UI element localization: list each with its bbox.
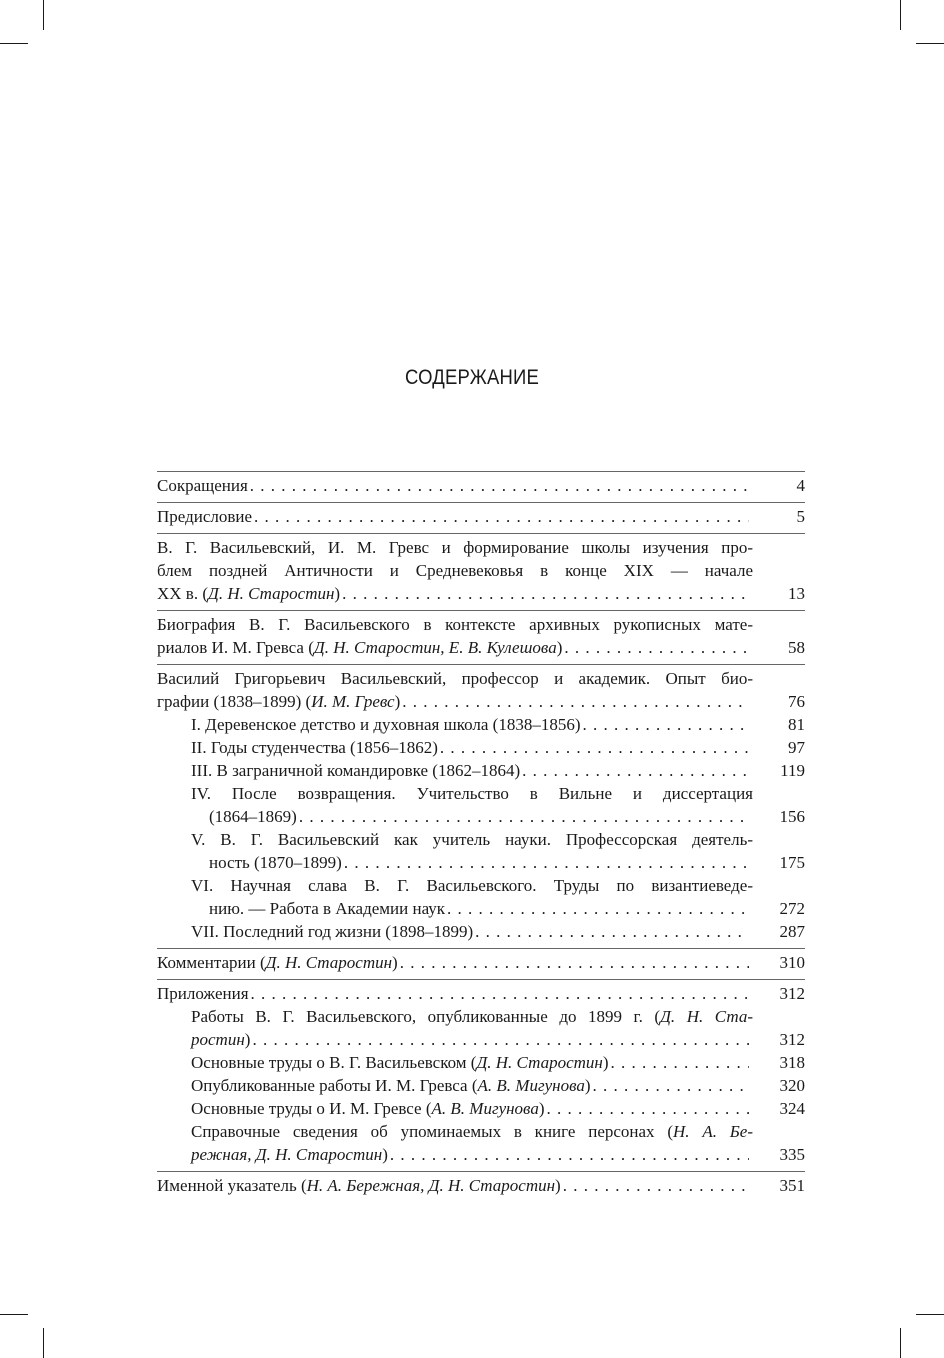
toc-author: режная, Д. Н. Старостин <box>191 1145 383 1164</box>
toc-author: Д. Н. Ста- <box>660 1007 753 1026</box>
dot-leader <box>252 1028 749 1051</box>
dot-leader <box>611 1051 749 1074</box>
toc-page-number: 318 <box>779 1053 805 1072</box>
toc-entry-title-line: Василий Григорьевич Васильевский, профессор и академик. Опыт био- <box>157 669 753 688</box>
dot-leader <box>299 805 749 828</box>
toc-page-number: 97 <box>788 738 805 757</box>
dot-leader <box>583 713 750 736</box>
toc-entry-abbreviations[interactable] <box>157 471 805 503</box>
toc-subentry-title-line: Работы В. Г. Васильевского, опубликованные до 1899 г. (Д. Н. Ста- <box>191 1007 753 1026</box>
toc-subentry-title-line: ность (1870–1899) <box>209 853 342 872</box>
crop-mark <box>900 0 901 30</box>
toc-page-number: 312 <box>779 984 805 1003</box>
crop-mark <box>43 1328 44 1358</box>
toc-page-number: 4 <box>796 476 805 495</box>
toc-subentry[interactable] <box>157 920 805 943</box>
toc-page-number: 156 <box>779 807 805 826</box>
toc-page-number: 324 <box>779 1099 805 1118</box>
toc-page-number: 58 <box>788 638 805 657</box>
toc-subentry[interactable] <box>157 828 805 874</box>
toc-entry-title: Приложения <box>157 984 249 1003</box>
toc-entry-appendix[interactable] <box>157 980 805 1172</box>
toc-entry-title-line: графии (1838–1899) (И. М. Гревс) <box>157 692 401 711</box>
toc-subentry-title-line: Справочные сведения об упоминаемых в книге персонах (Н. А. Бе- <box>191 1122 753 1141</box>
dot-leader <box>390 1143 749 1166</box>
table-of-contents <box>157 471 805 1202</box>
toc-subentry[interactable] <box>157 759 805 782</box>
dot-leader <box>254 505 749 528</box>
toc-subentry-title-line: нию. — Работа в Академии наук <box>209 899 446 918</box>
dot-leader <box>250 474 749 497</box>
toc-author: Д. Н. Старостин <box>476 1053 603 1072</box>
toc-entry-comments[interactable] <box>157 949 805 980</box>
toc-page-number: 351 <box>779 1176 805 1195</box>
crop-mark <box>916 1314 944 1315</box>
toc-entry-title: Сокращения <box>157 476 248 495</box>
toc-entry-title-line: XX в. (Д. Н. Старостин) <box>157 584 341 603</box>
toc-subentry-title: Опубликованные работы И. М. Гревса (А. В. Мигунова) <box>191 1076 591 1095</box>
crop-mark <box>0 1314 28 1315</box>
dot-leader <box>564 636 749 659</box>
toc-entry-title-line: В. Г. Васильевский, И. М. Гревс и формирование школы изучения про- <box>157 538 753 557</box>
toc-subentry-title: II. Годы студенчества (1856–1862) <box>191 738 438 757</box>
crop-mark <box>0 43 28 44</box>
toc-author: Н. А. Бе- <box>673 1122 753 1141</box>
toc-author: А. В. Мигунова <box>431 1099 539 1118</box>
toc-entry-preface[interactable] <box>157 503 805 534</box>
toc-entry-title: Предисловие <box>157 507 253 526</box>
toc-author: И. М. Гревс <box>311 692 395 711</box>
dot-leader <box>447 897 749 920</box>
toc-author: А. В. Мигунова <box>477 1076 585 1095</box>
toc-page-number: 312 <box>779 1030 805 1049</box>
toc-entry-vasilievsky[interactable] <box>157 665 805 949</box>
toc-page-number: 175 <box>779 853 805 872</box>
toc-subentry[interactable] <box>157 782 805 828</box>
dot-leader <box>251 982 749 1005</box>
dot-leader <box>342 582 749 605</box>
dot-leader <box>593 1074 749 1097</box>
toc-subentry[interactable] <box>157 1120 805 1166</box>
dot-leader <box>440 736 749 759</box>
toc-page-number: 81 <box>788 715 805 734</box>
toc-author: Н. А. Бережная, Д. Н. Старостин <box>306 1176 556 1195</box>
toc-entry-title: Комментарии (Д. Н. Старостин) <box>157 953 398 972</box>
crop-mark <box>916 43 944 44</box>
toc-subentry[interactable] <box>157 1074 805 1097</box>
dot-leader <box>522 759 749 782</box>
toc-page-number: 13 <box>788 584 805 603</box>
toc-subentry-title: Основные труды о В. Г. Васильевском (Д. Н. Старостин) <box>191 1053 609 1072</box>
toc-page-number: 76 <box>788 692 805 711</box>
dot-leader <box>563 1174 749 1197</box>
dot-leader <box>547 1097 750 1120</box>
toc-subentry-title: III. В заграничной командировке (1862–1864) <box>191 761 521 780</box>
dot-leader <box>400 951 749 974</box>
toc-page-number: 5 <box>796 507 805 526</box>
dot-leader <box>402 690 749 713</box>
toc-page-number: 272 <box>779 899 805 918</box>
toc-subentry-title-line: IV. После возвращения. Учительство в Вильне и диссертация <box>191 784 753 803</box>
toc-subentry-title-line: V. В. Г. Васильевский как учитель науки. Профессорская деятель- <box>191 830 753 849</box>
page-title: СОДЕРЖАНИЕ <box>405 366 539 389</box>
toc-subentry[interactable] <box>157 1005 805 1051</box>
toc-page-number: 287 <box>779 922 805 941</box>
toc-entry-title: Именной указатель (Н. А. Бережная, Д. Н. Старостин) <box>157 1176 561 1195</box>
toc-subentry-title: VII. Последний год жизни (1898–1899) <box>191 922 474 941</box>
toc-page-number: 320 <box>779 1076 805 1095</box>
toc-subentry-title-line: VI. Научная слава В. Г. Васильевского. Труды по византиеведе- <box>191 876 753 895</box>
toc-entry-title-line: Биография В. Г. Васильевского в контексте архивных рукописных мате- <box>157 615 753 634</box>
crop-mark <box>900 1328 901 1358</box>
toc-author: Д. Н. Старостин <box>208 584 335 603</box>
toc-subentry[interactable] <box>157 713 805 736</box>
toc-subentry-title: I. Деревенское детство и духовная школа (1838–1856) <box>191 715 581 734</box>
toc-page-number: 335 <box>779 1145 805 1164</box>
toc-entry-school[interactable] <box>157 534 805 611</box>
toc-subentry[interactable] <box>157 736 805 759</box>
toc-subentry-title-line: (1864–1869) <box>209 807 297 826</box>
toc-subentry-title-line: режная, Д. Н. Старостин) <box>191 1145 388 1164</box>
dot-leader <box>475 920 749 943</box>
toc-entry-title-line: риалов И. М. Гревса (Д. Н. Старостин, Е. В. Кулешова) <box>157 638 563 657</box>
toc-author: Д. Н. Старостин, Е. В. Кулешова <box>313 638 557 657</box>
toc-author: ростин <box>191 1030 245 1049</box>
toc-subentry[interactable] <box>157 874 805 920</box>
toc-page-number: 310 <box>779 953 805 972</box>
toc-subentry-title-line: ростин) <box>191 1030 251 1049</box>
toc-page-number: 119 <box>780 761 805 780</box>
toc-subentry-title: Основные труды о И. М. Гревсе (А. В. Мигунова) <box>191 1099 545 1118</box>
toc-entry-index[interactable] <box>157 1172 805 1202</box>
toc-entry-biography[interactable] <box>157 611 805 665</box>
toc-entry-title-line: блем поздней Античности и Средневековья в конце XIX — начале <box>157 561 753 580</box>
toc-author: Д. Н. Старостин <box>265 953 393 972</box>
toc-subentry[interactable] <box>157 1051 805 1074</box>
dot-leader <box>344 851 749 874</box>
toc-subentry[interactable] <box>157 1097 805 1120</box>
crop-mark <box>43 0 44 30</box>
